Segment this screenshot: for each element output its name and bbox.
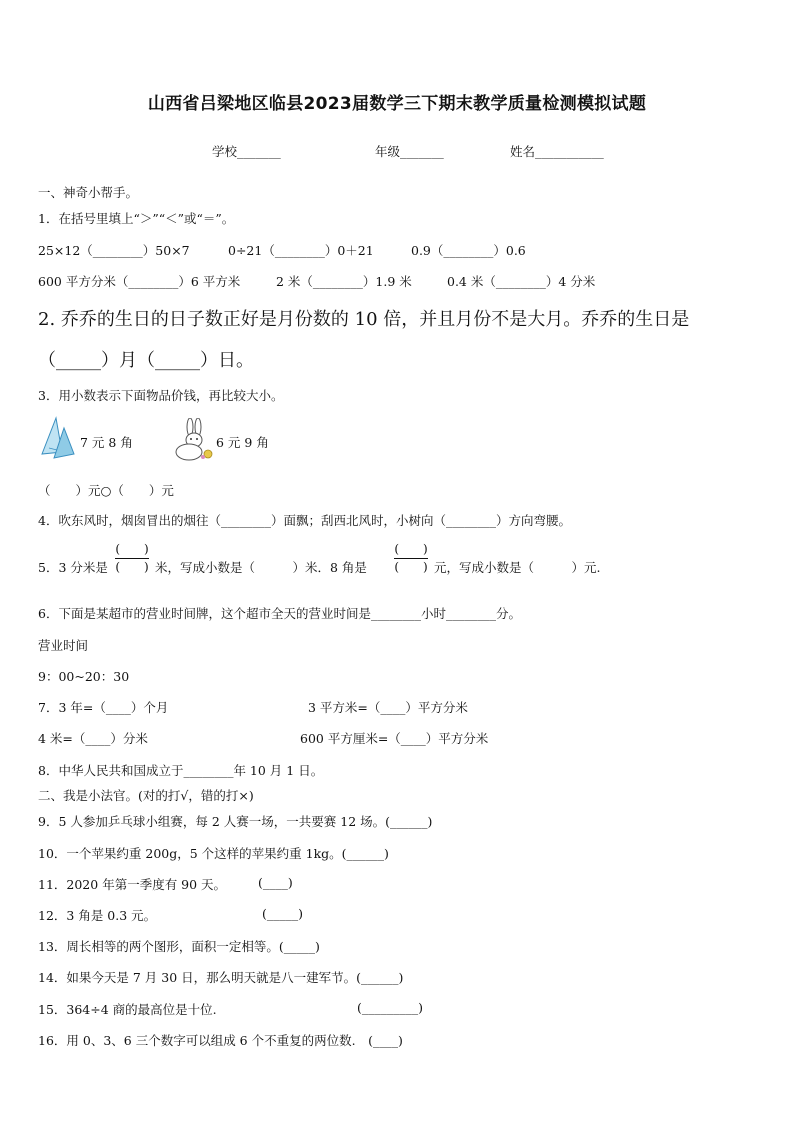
q1-item: 2 米（________）1.9 米 (276, 274, 412, 289)
q7-a: 7．3 年=（____）个月 (38, 700, 169, 715)
q5-fraction-2 (394, 542, 428, 575)
q3-item1-price: 7 元 8 角 (80, 435, 133, 450)
q5-prefix: 5．3 分米是 (38, 560, 108, 575)
name-field: 姓名___________ (510, 144, 604, 159)
q5-fraction-1 (115, 542, 149, 575)
fraction-numerator: ( ) (115, 542, 149, 556)
q13-text: 13．周长相等的两个图形，面积一定相等。(_____) (38, 939, 320, 954)
fraction-denominator: ( ) (115, 560, 149, 574)
q2-line2: （_____）月（_____）日。 (38, 350, 254, 371)
triangle-ruler-icon (40, 414, 78, 460)
q6-stem: 6．下面是某超市的营业时间牌，这个超市全天的营业时间是________小时________分。 (38, 606, 521, 621)
q3-item2-price: 6 元 9 角 (216, 435, 269, 450)
q1-item: 0÷21（________）0＋21 (228, 243, 374, 258)
q4-text: 4．吹东风时，烟囱冒出的烟往（________）面飘；刮西北风时，小树向（________）方向弯腰。 (38, 513, 571, 528)
q8-text: 8．中华人民共和国成立于________年 10 月 1 日。 (38, 763, 324, 778)
q6-sign-hours: 9：00~20：30 (38, 669, 130, 684)
q5-suffix: 元，写成小数是（ ）元. (434, 560, 601, 575)
fraction-bar (394, 558, 428, 559)
rabbit-toy-icon (172, 418, 214, 462)
page-title: 山西省吕梁地区临县2023届数学三下期末教学质量检测模拟试题 (147, 94, 647, 114)
q7-c: 4 米=（____）分米 (38, 731, 148, 746)
q6-sign-label: 营业时间 (38, 638, 89, 653)
q7-b: 3 平方米=（____）平方分米 (308, 700, 468, 715)
fraction-denominator: ( ) (394, 560, 428, 574)
q14-text: 14．如果今天是 7 月 30 日，那么明天就是八一建军节。(______) (38, 970, 404, 985)
fraction-bar (115, 558, 149, 559)
fraction-numerator: ( ) (394, 542, 428, 556)
q15-text: 15．364÷4 商的最高位是十位. (38, 1002, 217, 1017)
q12-text: 12．3 角是 0.3 元。 (38, 908, 157, 923)
q5-mid: 米，写成小数是（ ）米．8 角是 (155, 560, 367, 575)
q15-blank: (_________) (357, 1000, 424, 1015)
q2-line1: 2. 乔乔的生日的日子数正好是月份数的 10 倍，并且月份不是大月。乔乔的生日是 (38, 309, 690, 330)
q10-text: 10．一个苹果约重 200g，5 个这样的苹果约重 1kg。(______) (38, 846, 389, 861)
q11-blank: (____) (258, 875, 293, 890)
q1-item: 25×12（________）50×7 (38, 243, 190, 258)
q12-blank: (_____) (262, 906, 304, 921)
school-field: 学校_______ (212, 144, 281, 159)
q3-stem: 3．用小数表示下面物品价钱，再比较大小。 (38, 388, 284, 403)
q11-text: 11．2020 年第一季度有 90 天。 (38, 877, 227, 892)
section-1-heading: 一、神奇小帮手。 (38, 185, 139, 200)
q1-item: 0.9（________）0.6 (411, 243, 526, 258)
q16-text: 16．用 0、3、6 三个数字可以组成 6 个不重复的两位数. (____) (38, 1033, 403, 1048)
q1-item: 600 平方分米（________）6 平方米 (38, 274, 241, 289)
q1-stem: 1．在括号里填上“＞”“＜”或“＝”。 (38, 211, 235, 226)
q9-text: 9．5 人参加乒乓球小组赛，每 2 人赛一场，一共要赛 12 场。(______) (38, 814, 433, 829)
q3-answer: （ ）元○（ ）元 (38, 483, 174, 498)
q7-d: 600 平方厘米=（____）平方分米 (300, 731, 489, 746)
section-2-heading: 二、我是小法官。(对的打√，错的打×) (38, 788, 254, 803)
grade-field: 年级_______ (375, 144, 444, 159)
q1-item: 0.4 米（________）4 分米 (447, 274, 596, 289)
